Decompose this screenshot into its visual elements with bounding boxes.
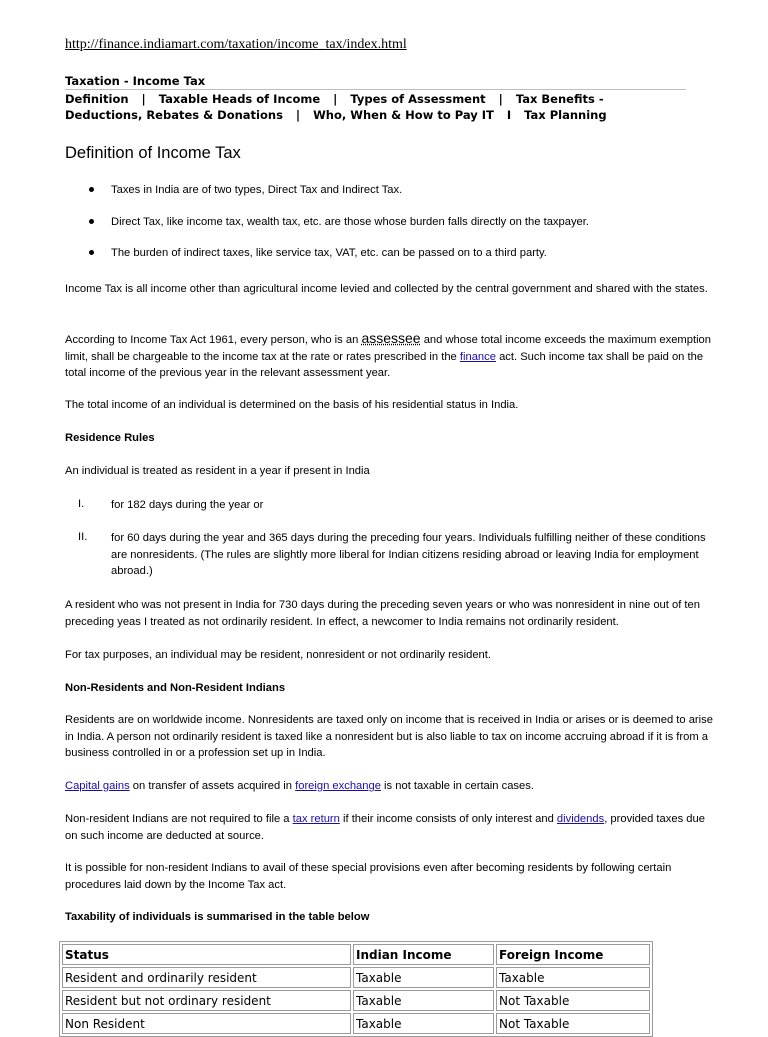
rule-item: for 60 days during the year and 365 days during the preceding four years. Individuals fulfilling neither of these conditions are nonresidents. (The rules are slightly more liberal for Indian citizens residing abroad or leaving India for employment abroad.) [111, 532, 706, 578]
paragraph-tax-return [65, 811, 715, 844]
bullet-dot [89, 187, 94, 192]
paragraph-special-provisions: It is possible for non-resident Indians to avail of these special provisions even after becoming residents by following certain procedures laid down by the Income Tax act. [65, 862, 672, 891]
paragraph-capital-gains [65, 778, 715, 795]
bullet-dot [89, 219, 94, 224]
dividends-link[interactable]: dividends [556, 813, 605, 825]
nav-row-2 [65, 108, 607, 122]
list-number: II. [78, 531, 88, 543]
table-cell: Not Taxable [496, 1013, 650, 1034]
table-cell: Taxable [496, 967, 650, 988]
residence-intro: An individual is treated as resident in a year if present in India [65, 465, 370, 477]
table-header-foreign-income: Foreign Income [496, 944, 650, 965]
nav-link-types-of-assessment[interactable]: Types of Assessment [350, 92, 486, 106]
text: , provided taxes due on such income are deducted at source. [65, 813, 705, 842]
table-header-status: Status [62, 944, 351, 965]
text: act. Such income tax shall be paid on the total income of the previous year in the relevant assessment year. [65, 350, 704, 380]
taxability-table [59, 941, 653, 1037]
nav-link-taxable-heads[interactable]: Taxable Heads of Income [158, 92, 321, 106]
section-title: Taxation - Income Tax [65, 74, 206, 88]
text: is not taxable in certain cases. [380, 780, 534, 792]
capital-gains-link[interactable]: Capital gains [65, 780, 130, 792]
text: on transfer of assets acquired in [129, 780, 296, 792]
nri-heading: Non-Residents and Non-Resident Indians [65, 682, 286, 694]
text: Non-resident Indians are not required to file a [65, 813, 293, 825]
nav-link-deductions[interactable]: Deductions, Rebates & Donations [65, 108, 283, 122]
bullet-item: Direct Tax, like income tax, wealth tax, etc. are those whose burden falls directly on the taxpayer. [111, 216, 589, 228]
bullet-dot [89, 250, 94, 255]
nav-separator: | [333, 92, 338, 106]
table-heading: Taxability of individuals is summarised in the table below [65, 911, 370, 923]
paragraph-not-ordinarily-resident: A resident who was not present in India for 730 days during the preceding seven years or who was nonresident in nine out of ten preceding yeas I treated as not ordinarily resident. In effect, a newcomer to India remains not ordinarily resident. [65, 599, 700, 628]
text: According to Income Tax Act 1961, every person, who is an [65, 334, 362, 346]
paragraph-worldwide-income: Residents are on worldwide income. Nonresidents are taxed only on income that is received in India or arises or is deemed to arise in India. A person not ordinarily resident is taxed like a nonresident but is also liable to tax on income accruing abroad if it is from a business controlled in or a profession set up in India. [65, 714, 713, 760]
table-cell: Resident but not ordinary resident [62, 990, 351, 1011]
page-heading: Definition of Income Tax [65, 144, 241, 162]
table-row [62, 967, 650, 988]
tax-return-link[interactable]: tax return [292, 813, 340, 825]
assessee-term[interactable]: assessee [361, 330, 421, 346]
bullet-item: The burden of indirect taxes, like service tax, VAT, etc. can be passed on to a third party. [111, 247, 547, 259]
nav-separator: | [295, 108, 301, 122]
rule-item: for 182 days during the year or [111, 499, 264, 511]
table-cell: Taxable [353, 967, 494, 988]
divider [65, 89, 686, 90]
list-number: I. [78, 498, 85, 510]
text: and whose total income exceeds the maximum exemption limit, shall be chargeable to the income tax at the rate or rates prescribed in the [65, 334, 711, 363]
table-cell: Non Resident [62, 1013, 351, 1034]
table-header-indian-income: Indian Income [353, 944, 494, 965]
paragraph-income-tax-act [65, 330, 715, 382]
paragraph-tax-purposes: For tax purposes, an individual may be resident, nonresident or not ordinarily resident. [65, 649, 491, 661]
table-row [62, 990, 650, 1011]
table-cell: Resident and ordinarily resident [62, 967, 351, 988]
nav-separator: | [141, 92, 146, 106]
finance-link[interactable]: finance [459, 350, 496, 363]
table-cell: Not Taxable [496, 990, 650, 1011]
nav-link-who-when-how[interactable]: Who, When & How to Pay IT [313, 108, 494, 122]
paragraph-income-tax: Income Tax is all income other than agricultural income levied and collected by the central government and shared with the states. [65, 283, 708, 295]
paragraph-total-income: The total income of an individual is determined on the basis of his residential status in India. [65, 399, 519, 411]
bullet-item: Taxes in India are of two types, Direct Tax and Indirect Tax. [111, 184, 403, 196]
nav-link-tax-benefits[interactable]: Tax Benefits - [515, 92, 604, 106]
residence-rules-heading: Residence Rules [65, 432, 155, 444]
nav-link-definition[interactable]: Definition [65, 92, 129, 106]
table-cell: Taxable [353, 990, 494, 1011]
nav-link-tax-planning[interactable]: Tax Planning [524, 108, 607, 122]
nav-row-1 [65, 92, 604, 106]
nav-separator: I [506, 108, 512, 122]
nav-separator: | [498, 92, 503, 106]
table-cell: Taxable [353, 1013, 494, 1034]
table-header-row [62, 944, 650, 965]
text: if their income consists of only interest and [339, 813, 557, 825]
foreign-exchange-link[interactable]: foreign exchange [295, 780, 381, 792]
page-url[interactable]: http://finance.indiamart.com/taxation/income_tax/index.html [65, 37, 407, 52]
